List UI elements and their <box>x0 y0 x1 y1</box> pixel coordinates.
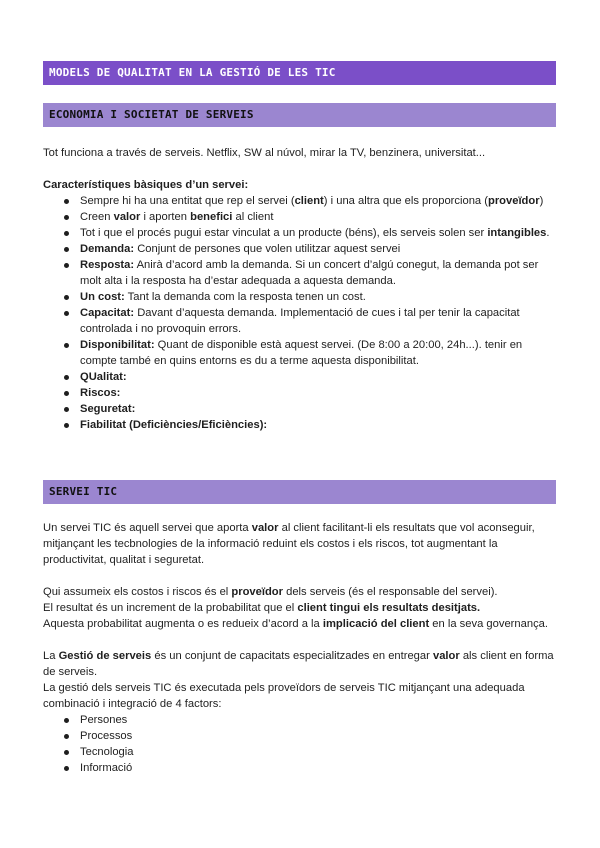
list-item: Demanda: Conjunt de persones que volen utilitzar aquest servei <box>43 241 558 257</box>
characteristics-list <box>43 193 558 433</box>
intro-paragraph: Tot funciona a través de serveis. Netflix, SW al núvol, mirar la TV, benzinera, universitat... <box>43 147 486 159</box>
section-heading-servei-tic: SERVEI TIC <box>43 480 556 504</box>
list-item: Sempre hi ha una entitat que rep el servei (client) i una altra que els proporciona (proveïdor) <box>43 193 558 209</box>
list-item: Disponibilitat: Quant de disponible està aquest servei. (De 8:00 a 20:00, 24h...). tenir en compte també en quins entorns es du a terme aquesta disponibilitat. <box>43 337 558 369</box>
factor-item: Persones <box>43 712 558 728</box>
list-item: Resposta: Anirà d’acord amb la demanda. Si un concert d’algú conegut, la demanda pot ser molt alta i la resposta ha d’estar adequada a aquesta demanda. <box>43 257 558 289</box>
section-heading-economia: ECONOMIA I SOCIETAT DE SERVEIS <box>43 103 556 127</box>
list-title: Característiques bàsiques d’un servei: <box>43 179 249 191</box>
paragraph: La Gestió de serveis és un conjunt de capacitats especialitzades en entregar valor als client en forma de serveis. <box>43 650 554 678</box>
document-title: MODELS DE QUALITAT EN LA GESTIÓ DE LES TIC <box>43 61 556 85</box>
paragraph: Aquesta probabilitat augmenta o es redueix d’acord a la implicació del client en la seva governança. <box>43 618 548 630</box>
section-servei-tic-body <box>43 520 558 776</box>
list-item: Seguretat: <box>43 401 558 417</box>
paragraph: Qui assumeix els costos i riscos és el proveïdor dels serveis (és el responsable del servei). <box>43 586 498 598</box>
factor-item: Processos <box>43 728 558 744</box>
list-item: Capacitat: Davant d’aquesta demanda. Implementació de cues i tal per tenir la capacitat controlada i no provoquin errors. <box>43 305 558 337</box>
list-item: QUalitat: <box>43 369 558 385</box>
list-item: Tot i que el procés pugui estar vinculat a un producte (béns), els serveis solen ser intangibles. <box>43 225 558 241</box>
factor-item: Tecnologia <box>43 744 558 760</box>
paragraph: Un servei TIC és aquell servei que aporta valor al client facilitant-li els resultats que vol aconseguir, mitjançant les tecbnologies de la informació reduint els costos i els riscos, tot augmentant la productivitat, qualitat i seguretat. <box>43 522 535 566</box>
list-item: Riscos: <box>43 385 558 401</box>
paragraph: El resultat és un increment de la probabilitat que el client tingui els resultats desitjats. <box>43 602 481 614</box>
list-item: Un cost: Tant la demanda com la resposta tenen un cost. <box>43 289 558 305</box>
factors-list <box>43 712 558 776</box>
factor-item: Informació <box>43 760 558 776</box>
list-item: Fiabilitat (Deficiències/Eficiències): <box>43 417 558 433</box>
list-item: Creen valor i aporten benefici al client <box>43 209 558 225</box>
paragraph: La gestió dels serveis TIC és executada pels proveïdors de serveis TIC mitjançant una adequada combinació i integració de 4 factors: <box>43 682 525 710</box>
section-economia-body <box>43 145 558 433</box>
